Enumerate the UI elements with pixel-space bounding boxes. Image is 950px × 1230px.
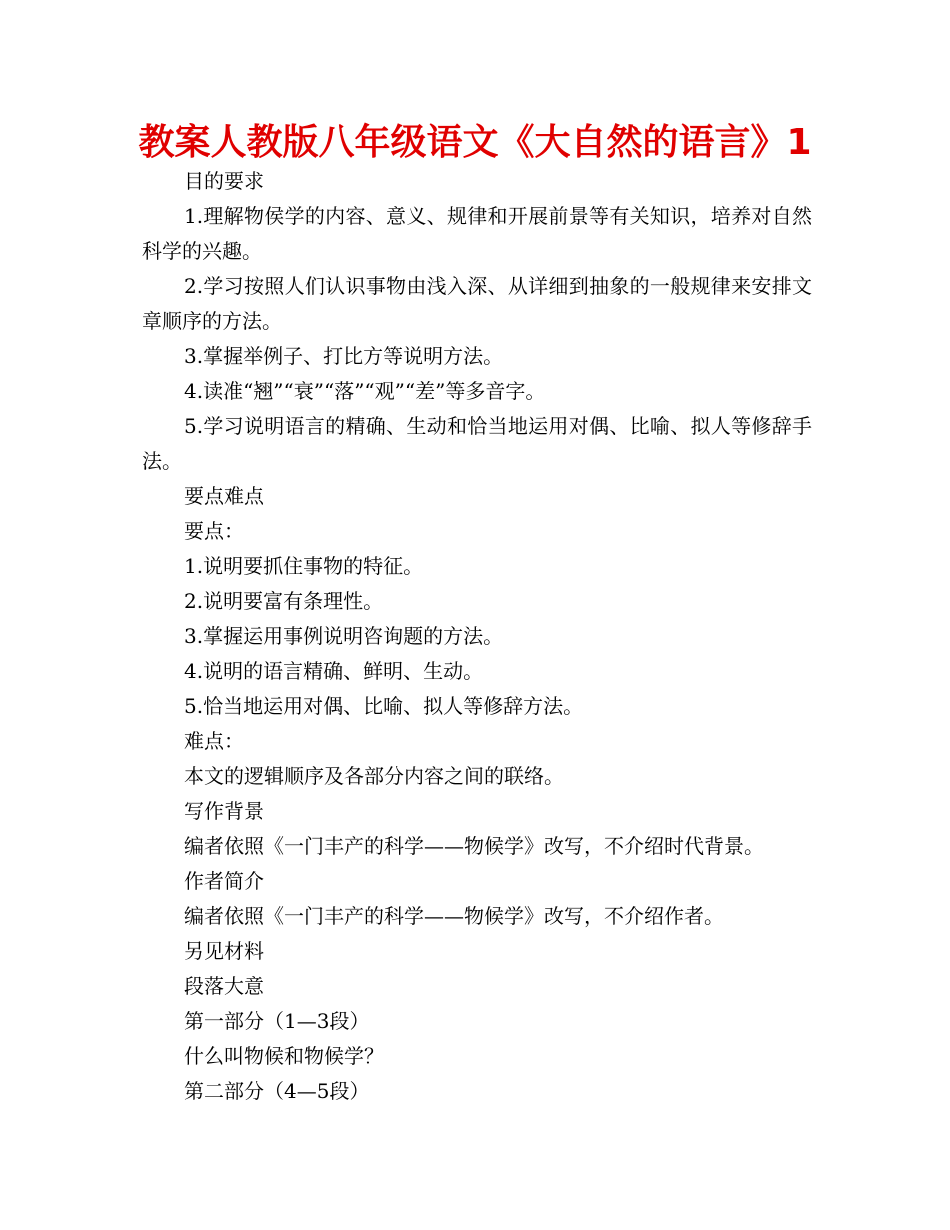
paragraph: 3.掌握运用事例说明咨询题的方法。 — [184, 624, 504, 648]
paragraph: 1.说明要抓住事物的特征。 — [184, 554, 424, 578]
paragraph: 作者简介 — [184, 869, 264, 893]
paragraph: 什么叫物候和物候学？ — [184, 1044, 384, 1068]
paragraph: 要点： — [184, 519, 244, 543]
paragraph: 2.学习按照人们认识事物由浅入深、从详细到抽象的一般规律来安排文章顺序的方法。 — [142, 274, 812, 333]
paragraph: 5.学习说明语言的精确、生动和恰当地运用对偶、比喻、拟人等修辞手法。 — [142, 414, 812, 473]
paragraph: 4.读准“翘”“衰”“落”“观”“差”等多音字。 — [184, 379, 546, 403]
paragraph: 目的要求 — [184, 169, 264, 193]
paragraph: 第一部分（1—3段） — [184, 1009, 370, 1033]
paragraph: 要点难点 — [184, 484, 264, 508]
paragraph: 本文的逻辑顺序及各部分内容之间的联络。 — [184, 764, 564, 788]
paragraph: 编者依照《一门丰产的科学——物候学》改写，不介绍作者。 — [184, 904, 724, 928]
paragraph: 写作背景 — [184, 799, 264, 823]
paragraph: 编者依照《一门丰产的科学——物候学》改写，不介绍时代背景。 — [184, 834, 764, 858]
document-title: 教案人教版八年级语文《大自然的语言》1 — [138, 122, 812, 163]
paragraph: 段落大意 — [184, 974, 264, 998]
paragraph: 1.理解物侯学的内容、意义、规律和开展前景等有关知识，培养对自然科学的兴趣。 — [142, 204, 812, 263]
paragraph: 另见材料 — [184, 939, 264, 963]
paragraph: 5.恰当地运用对偶、比喻、拟人等修辞方法。 — [184, 694, 584, 718]
paragraph: 3.掌握举例子、打比方等说明方法。 — [184, 344, 504, 368]
document-body — [142, 164, 812, 1109]
paragraph: 4.说明的语言精确、鲜明、生动。 — [184, 659, 484, 683]
paragraph: 第二部分（4—5段） — [184, 1079, 370, 1103]
paragraph: 难点： — [184, 729, 244, 753]
paragraph: 2.说明要富有条理性。 — [184, 589, 384, 613]
